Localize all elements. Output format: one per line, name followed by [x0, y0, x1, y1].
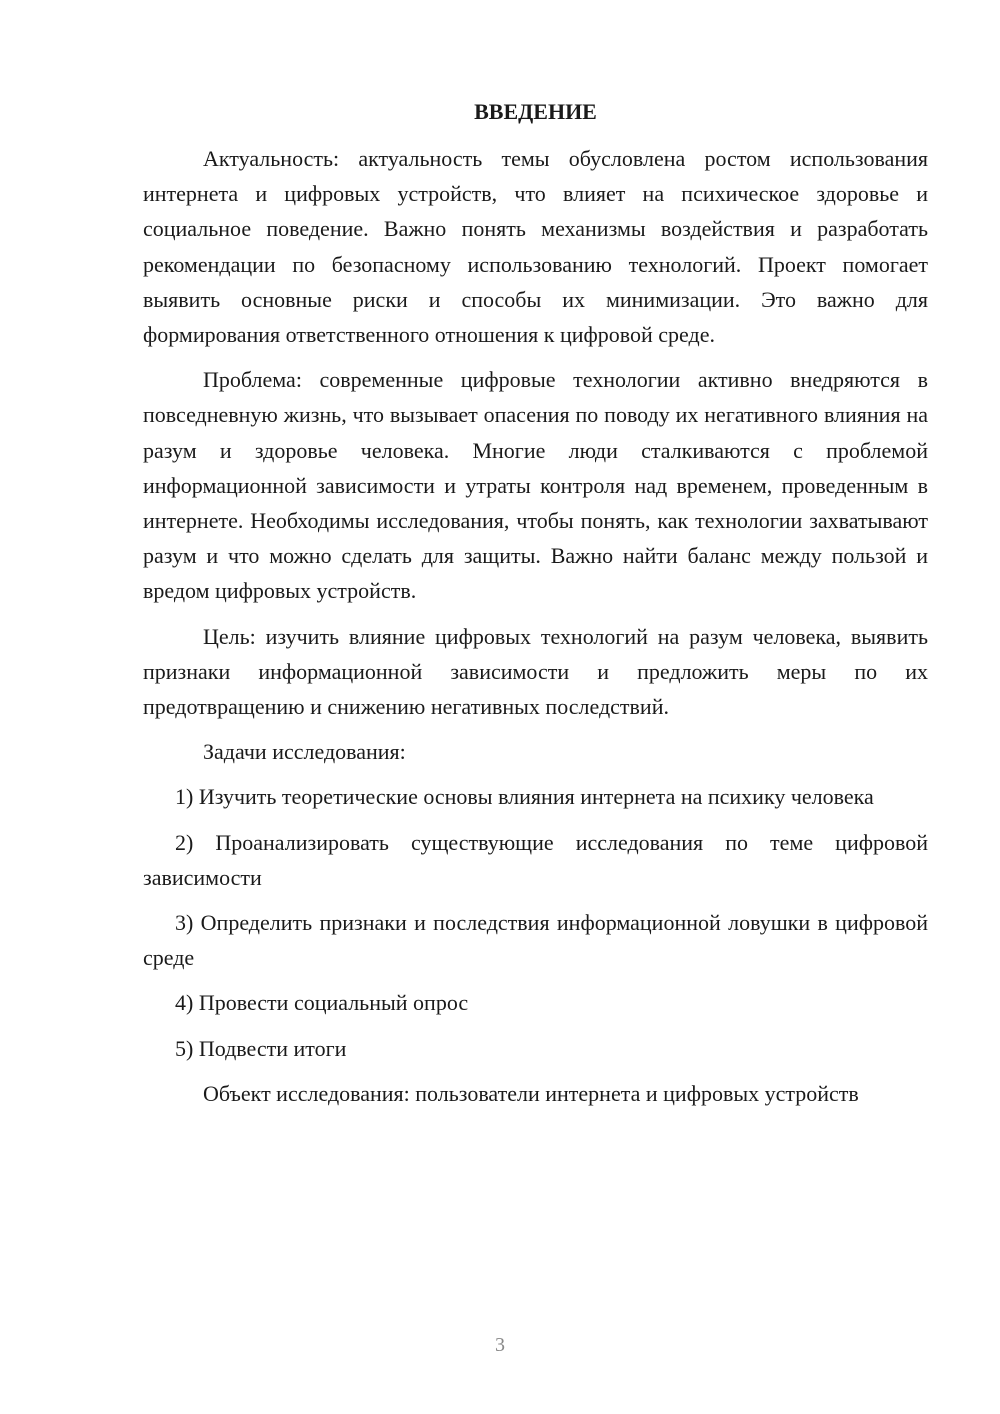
list-item: 2) Проанализировать существующие исследования по теме цифровой зависимости [143, 829, 928, 890]
list-item: 3) Определить признаки и последствия информационной ловушки в цифровой среде [143, 910, 928, 971]
paragraph-relevance: Актуальность: актуальность темы обусловлена ростом использования интернета и цифровых устройств, что влияет на психическое здоровье и социальное поведение. Важно понять механизмы воздействия и разработать рекомендации по безопасному использованию технологий. Проект помогает выявить основные риски и способы их минимизации. Это важно для формирования ответственного отношения к цифровой среде. [143, 146, 928, 348]
paragraph-goal: Цель: изучить влияние цифровых технологий на разум человека, выявить признаки информационной зависимости и предложить меры по их предотвращению и снижению негативных последствий. [143, 623, 928, 720]
tasks-title: Задачи исследования: [203, 739, 406, 765]
paragraph-object: Объект исследования: пользователи интернета и цифровых устройств [203, 1080, 859, 1106]
section-heading: ВВЕДЕНИЕ [474, 99, 597, 124]
task-list [143, 779, 928, 1065]
list-item: 4) Провести социальный опрос [175, 990, 469, 1016]
paragraph-problem: Проблема: современные цифровые технологии активно внедряются в повседневную жизнь, что вызывает опасения по поводу их негативного влияния на разум и здоровье человека. Многие люди сталкиваются с проблемой информационной зависимости и утраты контроля над временем, проведенным в интернете. Необходимы исследования, чтобы понять, как технологии захватывают разум и что можно сделать для защиты. Важно найти баланс между пользой и вредом цифровых устройств. [143, 367, 928, 604]
list-item: 1) Изучить теоретические основы влияния интернета на психику человека [175, 784, 874, 810]
page-number: 3 [495, 1334, 505, 1356]
list-item: 5) Подвести итоги [175, 1035, 347, 1061]
